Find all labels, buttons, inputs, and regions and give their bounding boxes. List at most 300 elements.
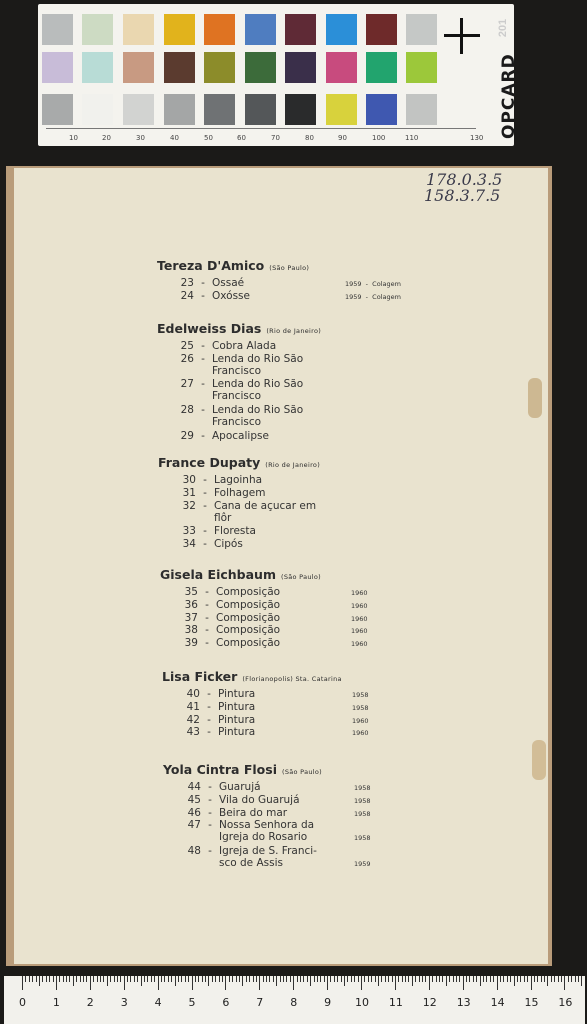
entry-title [218, 688, 255, 700]
ruler-tick [531, 976, 532, 990]
ruler-tick [554, 976, 555, 982]
color-swatch [204, 52, 235, 83]
ruler-tick [307, 976, 308, 982]
entry-dash: - [203, 474, 207, 486]
ruler-tick [490, 976, 491, 982]
catalog-entry [166, 688, 255, 700]
ruler-tick [283, 976, 284, 982]
artist-location: (São Paulo) [269, 264, 310, 272]
entry-title [216, 599, 280, 611]
ruler-tick [39, 976, 40, 986]
entry-dash: - [203, 538, 207, 550]
ruler-tick [83, 976, 84, 982]
ruler-tick [466, 976, 467, 982]
ruler-label: 10 [355, 996, 369, 1009]
entry-year: 1958 [354, 784, 371, 792]
ruler-tick [25, 976, 26, 982]
entry-title-line: Francisco [212, 416, 262, 428]
ruler-tick [212, 976, 213, 982]
entry-title-line: Cobra Alada [212, 340, 277, 352]
ruler-tick [415, 976, 416, 982]
ruler-tick [266, 976, 267, 982]
catalog-entry [160, 430, 269, 442]
ruler-tick [561, 976, 562, 982]
entry-title [218, 714, 255, 726]
ruler-tick [395, 976, 396, 990]
ruler-tick [276, 976, 277, 986]
ruler-tick [364, 976, 365, 982]
color-swatch [406, 14, 437, 45]
entry-technique: Colagem [372, 280, 401, 288]
scale-label: 30 [136, 134, 145, 142]
ruler-tick [388, 976, 389, 982]
ruler-tick [253, 976, 254, 982]
entry-title [216, 586, 280, 598]
ruler-tick [463, 976, 464, 990]
color-swatch [326, 94, 357, 125]
scale-label: 70 [271, 134, 280, 142]
artist-location: (São Paulo) [280, 573, 322, 581]
entry-title [212, 404, 303, 428]
paper-stain [532, 740, 546, 780]
entry-number: 35 [184, 586, 198, 598]
ruler-tick [405, 976, 406, 982]
ruler-tick [551, 976, 552, 982]
ruler-tick [419, 976, 420, 982]
color-swatch [366, 52, 397, 83]
ruler-tick [171, 976, 172, 982]
ruler-tick [310, 976, 311, 986]
handwritten-line: 178.0.3.5 [426, 170, 503, 189]
catalog-entry [160, 277, 244, 289]
entry-year: 1958 [354, 796, 371, 805]
entry-dash: - [208, 819, 212, 832]
ruler-tick [134, 976, 135, 982]
entry-year: 1960 [351, 640, 368, 649]
ruler-tick [500, 976, 501, 982]
entry-year-technique: 1959 - Colagem [345, 292, 401, 301]
ruler-tick [66, 976, 67, 982]
artist-location: (São Paulo) [281, 768, 323, 776]
catalog-entry [160, 340, 276, 352]
color-swatch [285, 52, 316, 83]
ruler-tick [453, 976, 454, 982]
entry-year-technique [354, 860, 371, 868]
ruler-tick [158, 976, 159, 990]
ruler-tick [358, 976, 359, 982]
ruler-label: 0 [19, 996, 26, 1009]
catalog-entry [164, 624, 280, 636]
entry-number: 41 [186, 700, 200, 713]
ruler-tick [473, 976, 474, 982]
artist-name: Tereza D'Amico [157, 258, 265, 273]
entry-title [212, 340, 276, 352]
entry-dash: - [201, 404, 205, 416]
color-swatch [204, 14, 235, 45]
entry-title [219, 807, 287, 819]
entry-year-technique: 1959 - Colagem [345, 280, 401, 288]
entry-year: 1959 [345, 292, 362, 301]
entry-number: 31 [182, 486, 196, 499]
ruler-tick [56, 976, 57, 990]
ruler-tick [164, 976, 165, 982]
ruler-tick [347, 976, 348, 982]
entry-number: 38 [184, 624, 198, 637]
color-swatch [82, 94, 113, 125]
color-swatch [326, 14, 357, 45]
ruler-tick [117, 976, 118, 982]
ruler-label: 12 [422, 996, 437, 1009]
entry-year: 1960 [351, 601, 368, 610]
entry-title [212, 290, 250, 302]
color-swatch [82, 52, 113, 83]
entry-title [214, 500, 316, 524]
entry-dash: - [208, 806, 212, 819]
ruler-tick [86, 976, 87, 982]
color-swatch [42, 52, 73, 83]
entry-year-technique [352, 704, 369, 712]
entry-title-line: Beira do mar [219, 806, 288, 819]
ruler-tick [53, 976, 54, 982]
entry-title [219, 845, 317, 869]
ruler-tick [456, 976, 457, 982]
color-swatch [406, 94, 437, 125]
ruler-tick [46, 976, 47, 982]
entry-year: 1958 [352, 691, 369, 699]
artist-location: (Florianopolis) Sta. Catarina [242, 675, 342, 683]
ruler-tick [398, 976, 399, 982]
entry-title-line: Apocalipse [212, 429, 269, 442]
entry-number: 44 [187, 781, 201, 793]
ruler-tick [378, 976, 379, 986]
ruler-tick [568, 976, 569, 982]
ruler-tick [110, 976, 111, 982]
ruler-tick [107, 976, 108, 986]
catalog-entry [164, 586, 280, 598]
entry-year-technique [354, 834, 371, 842]
entry-number: 33 [182, 525, 196, 538]
entry-year: 1958 [354, 834, 371, 843]
entry-number: 29 [180, 429, 194, 442]
entry-year: 1960 [351, 589, 368, 597]
artist-name: Yola Cintra Flosi [163, 762, 277, 777]
entry-title-line: Lenda do Rio São [212, 352, 304, 365]
ruler-tick [198, 976, 199, 982]
entry-title-line: Pintura [218, 713, 256, 726]
ruler-tick [581, 976, 582, 986]
artist-location: (Rio de Janeiro) [265, 461, 321, 469]
ruler-label: 5 [188, 996, 196, 1009]
entry-year-technique [354, 810, 371, 818]
ruler-tick [564, 976, 565, 990]
ruler-tick [93, 976, 94, 982]
entry-dash: - [208, 845, 212, 857]
ruler-tick [408, 976, 409, 982]
entry-dash: - [203, 486, 207, 499]
ruler-label: 4 [154, 996, 162, 1009]
scale-label: 100 [372, 134, 386, 142]
ruler-tick [269, 976, 270, 982]
catalog-entry [162, 487, 265, 499]
ruler-tick [168, 976, 169, 982]
ruler-tick [314, 976, 315, 982]
artist-heading [160, 567, 321, 582]
artist-heading [158, 455, 320, 470]
entry-title-line: Igreja de S. Franci- [219, 845, 317, 857]
entry-number: 24 [180, 289, 194, 302]
ruler-tick [127, 976, 128, 982]
ruler-tick [371, 976, 372, 982]
entry-dash: - [205, 598, 209, 611]
ruler-tick [571, 976, 572, 982]
ruler-tick [114, 976, 115, 982]
ruler-tick [436, 976, 437, 982]
scale-label: 50 [204, 134, 213, 142]
ruler-label: 11 [388, 996, 403, 1009]
ruler-label: 15 [524, 996, 539, 1009]
entry-number: 25 [180, 340, 194, 352]
entry-title [212, 353, 303, 377]
ruler-label: 14 [490, 996, 505, 1009]
ruler-tick [544, 976, 545, 982]
ruler-tick [42, 976, 43, 982]
entry-dash: - [201, 378, 205, 391]
ruler-tick [297, 976, 298, 982]
ruler-tick [100, 976, 101, 982]
color-swatch [164, 52, 195, 83]
color-swatch [406, 52, 437, 83]
ruler-tick [141, 976, 142, 986]
ruler-tick [249, 976, 250, 982]
ruler-tick [69, 976, 70, 982]
ruler-tick [375, 976, 376, 982]
entry-title-line: Lenda do Rio São [212, 404, 304, 416]
entry-title-line: Lenda do Rio São [212, 378, 304, 391]
entry-title [212, 277, 244, 289]
catalog-entry [167, 781, 261, 793]
ruler-tick [449, 976, 450, 982]
ruler-tick [442, 976, 443, 982]
entry-title [216, 624, 280, 636]
color-swatch [123, 14, 154, 45]
ruler-tick [225, 976, 226, 990]
entry-title [216, 637, 280, 649]
ruler-tick [507, 976, 508, 982]
entry-dash: - [205, 637, 209, 650]
entry-year: 1960 [351, 627, 368, 636]
entry-number: 40 [186, 688, 200, 700]
ruler-tick [219, 976, 220, 982]
ruler-tick [558, 976, 559, 982]
entry-title-line: Lagoinha [214, 474, 263, 486]
color-swatch [285, 14, 316, 45]
scale-label: 80 [305, 134, 314, 142]
catalog-entry [164, 612, 280, 624]
ruler-tick [327, 976, 328, 990]
entry-year-technique [354, 797, 371, 805]
ruler-tick [422, 976, 423, 982]
ruler-tick [534, 976, 535, 982]
ruler-tick [344, 976, 345, 986]
catalog-entry [166, 714, 255, 726]
ruler-tick [246, 976, 247, 982]
ruler-label: 3 [120, 996, 128, 1009]
entry-title [214, 525, 256, 537]
ruler-tick [222, 976, 223, 982]
entry-number: 30 [182, 474, 196, 486]
ruler-tick [510, 976, 511, 982]
ruler-tick [575, 976, 576, 982]
entry-number: 34 [182, 538, 196, 550]
color-swatch [204, 94, 235, 125]
ruler-tick [517, 976, 518, 982]
entry-title-line: Francisco [212, 364, 262, 377]
ruler-tick [432, 976, 433, 982]
ruler-tick [22, 976, 23, 990]
entry-title-line: Composição [216, 586, 281, 598]
ruler-label: 2 [86, 996, 94, 1009]
entry-title-line: Igreja do Rosario [219, 831, 308, 844]
ruler-tick [29, 976, 30, 982]
ruler-tick [476, 976, 477, 982]
entry-dash: - [205, 611, 209, 624]
color-swatch [245, 94, 276, 125]
scale-label: 60 [237, 134, 246, 142]
ruler-label: 9 [324, 996, 332, 1009]
entry-dash: - [207, 700, 211, 713]
color-swatch [366, 94, 397, 125]
catalog-entry [162, 538, 243, 550]
catalog-entry [167, 819, 314, 843]
artist-name: Lisa Ficker [162, 669, 238, 684]
entry-title-line: flôr [214, 511, 232, 524]
ruler-tick [547, 976, 548, 986]
catalog-entry [164, 637, 280, 649]
entry-year: 1960 [352, 729, 369, 738]
entry-dash: - [207, 713, 211, 726]
ruler-tick [290, 976, 291, 982]
ruler-tick [256, 976, 257, 982]
scale-label: 40 [170, 134, 179, 142]
ruler-label: 7 [256, 996, 264, 1009]
entry-year-technique [352, 717, 369, 725]
ruler-tick [195, 976, 196, 982]
catalog-entry [162, 500, 316, 524]
ruler-tick [497, 976, 498, 990]
entry-dash: - [203, 525, 207, 538]
ruler-tick [263, 976, 264, 982]
ruler-tick [429, 976, 430, 990]
ruler-tick [242, 976, 243, 986]
catalog-entry [160, 290, 250, 302]
entry-title [219, 819, 314, 843]
color-calibration-card [38, 4, 519, 146]
entry-number: 46 [187, 806, 201, 819]
ruler-tick [202, 976, 203, 982]
ruler-tick [368, 976, 369, 982]
entry-title [216, 612, 280, 624]
entry-title-line: Floresta [214, 525, 256, 538]
paper-stain [528, 378, 542, 418]
entry-year-technique [351, 615, 368, 623]
catalog-entry [167, 845, 317, 869]
entry-number: 32 [182, 499, 196, 512]
entry-year-technique [351, 627, 368, 635]
entry-title [214, 538, 243, 550]
ruler-tick [324, 976, 325, 982]
ruler-tick [351, 976, 352, 982]
ruler-tick [385, 976, 386, 982]
ruler-tick [181, 976, 182, 982]
catalog-entry [160, 404, 303, 428]
entry-title-line: Nossa Senhora da [219, 819, 315, 832]
color-swatch [366, 14, 397, 45]
ruler-tick [286, 976, 287, 982]
entry-year-technique [351, 602, 368, 610]
artist-heading [157, 321, 321, 336]
artist-name: Gisela Eichbaum [160, 567, 276, 582]
entry-number: 45 [187, 793, 201, 806]
entry-number: 26 [180, 352, 194, 365]
crosshair-icon [444, 18, 480, 54]
entry-dash: - [201, 289, 205, 302]
entry-title-line: Ossaé [212, 277, 245, 289]
catalog-entry [164, 599, 280, 611]
entry-title-line: Oxósse [212, 289, 250, 302]
ruler-tick [178, 976, 179, 982]
entry-year: 1959 [345, 280, 362, 288]
catalog-entry [167, 807, 287, 819]
ruler-tick [208, 976, 209, 986]
ruler-tick [205, 976, 206, 982]
handwritten-reference [426, 172, 502, 204]
ruler-tick [154, 976, 155, 982]
ruler-tick [520, 976, 521, 982]
ruler-tick [73, 976, 74, 986]
scale-label: 20 [102, 134, 111, 142]
entry-title-line: Composição [216, 624, 281, 637]
ruler-tick [36, 976, 37, 982]
ruler-tick [439, 976, 440, 982]
entry-number: 47 [187, 819, 201, 832]
ruler-tick [483, 976, 484, 982]
ruler-tick [80, 976, 81, 982]
ruler-tick [425, 976, 426, 982]
ruler-tick [361, 976, 362, 990]
entry-year: 1959 [354, 860, 371, 868]
entry-title-line: Pintura [218, 726, 256, 739]
entry-number: 48 [187, 845, 201, 857]
ruler-tick [527, 976, 528, 982]
ruler-label: 8 [290, 996, 298, 1009]
entry-title-line: Francisco [212, 390, 262, 403]
ruler-tick [330, 976, 331, 982]
artist-name: France Dupaty [158, 455, 261, 470]
catalog-entry [160, 378, 303, 402]
color-swatch [123, 52, 154, 83]
scale-label: 110 [405, 134, 419, 142]
ruler-tick [185, 976, 186, 982]
ruler-tick [280, 976, 281, 982]
ruler-tick [354, 976, 355, 982]
entry-year-technique [354, 784, 371, 792]
ruler-tick [120, 976, 121, 982]
scale-label: 130 [470, 134, 484, 142]
entry-dash: - [201, 277, 205, 289]
artist-location: (Rio de Janeiro) [266, 327, 322, 335]
color-swatch [82, 14, 113, 45]
entry-title-line: Cana de açucar em [214, 499, 317, 512]
